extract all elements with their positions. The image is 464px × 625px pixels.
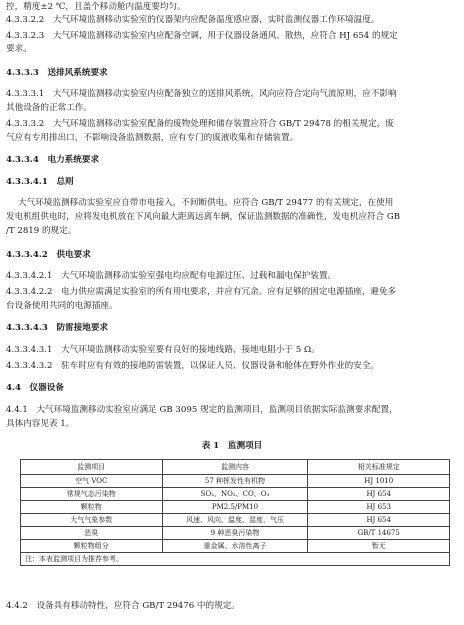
table-row xyxy=(21,488,450,501)
table-cell: 风速、风向、温度、湿度、气压 xyxy=(162,514,308,527)
text-line: 要求。 xyxy=(6,44,32,54)
table-cell: HJ 653 xyxy=(308,501,450,514)
column-header: 相关标准规定 xyxy=(308,460,450,475)
text-line: 4.4.1 大气环境监测移动实验室应满足 GB 3095 规定的监测项目，监测项目依据实际监测要求配置， xyxy=(6,405,398,415)
text-line: 发电机组供电时，应将发电机放在下风向最大距离远离车辆，保证监测数据的准确性，发电机应符合 GB xyxy=(6,212,401,222)
table-cell: 暂无 xyxy=(308,540,450,553)
table-note-row xyxy=(21,553,450,566)
text-line: 其他设备的正常工作。 xyxy=(6,103,92,113)
text-line: 台设备使用共同的电源插座。 xyxy=(6,301,118,311)
text-line: 4.3.3.4.2.1 大气环境监测移动实验室强电均应配有电源过压、过载和漏电保护装置。 xyxy=(6,271,337,281)
text-line: /T 2819 的规定。 xyxy=(6,226,77,236)
table-row xyxy=(21,540,450,553)
table-cell: GB/T 14675 xyxy=(308,527,450,540)
section-heading: 4.3.3.3 送排风系统要求 xyxy=(6,68,108,78)
section-heading: 4.3.3.4.1 总则 xyxy=(6,177,74,187)
text-line: 4.3.3.4.2.2 电力供应需满足实验室的所有用电要求，并应有冗余。应有足够的固定电源插座，避免多 xyxy=(6,287,397,297)
column-header: 监测项目 xyxy=(21,460,163,475)
table-cell: HJ 654 xyxy=(308,488,450,501)
table-header-row xyxy=(21,460,450,475)
table-cell: 颗粒物 xyxy=(21,501,163,514)
table-row xyxy=(21,501,450,514)
text-line: 具体内容见表 1。 xyxy=(6,419,75,429)
table-row xyxy=(21,475,450,488)
text-line: 4.3.3.2.3 大气环境监测移动实验室内应配备空调，用于仪器设备通风、散热，应符合 HJ 654 的规定 xyxy=(6,31,398,41)
monitoring-items-table xyxy=(20,459,450,566)
table-cell: 重金属、水溶性离子 xyxy=(162,540,308,553)
table-cell: HJ 1010 xyxy=(308,475,450,488)
table-cell: 空气 VOC xyxy=(21,475,163,488)
table-cell: 大气气象参数 xyxy=(21,514,163,527)
text-line: 4.3.3.4.3.1 大气环境监测移动实验室要有良好的接地线路，接地电阻小于 5 Ω。 xyxy=(6,345,320,355)
table-cell: 恶臭 xyxy=(21,527,163,540)
section-heading: 4.4 仪器设备 xyxy=(6,383,64,393)
table-cell: HJ 654 xyxy=(308,514,450,527)
text-line: 4.3.3.4.3.2 驻车时应有有效的接地防雷装置，以保证人员、仪器设备和舱体在野外作业的安全。 xyxy=(6,361,380,371)
table-cell: PM2.5/PM10 xyxy=(162,501,308,514)
section-heading: 4.3.3.4.3 防雷接地要求 xyxy=(6,323,109,333)
text-line: 4.3.3.2.2 大气环境监测移动实验室的仪器架内应配备温度感应器，实时监测仪器工作环境温度。 xyxy=(6,15,380,25)
text-line: 气应有专用排出口，不影响设备监测数据，应有专门的废液收集和存储装置。 xyxy=(6,133,299,143)
text-line: 4.3.3.3.2 大气环境监测移动实验室配备的废物处理和储存装置应符合 GB/T 29478 的相关规定，废 xyxy=(6,119,394,129)
table-row xyxy=(21,514,450,527)
column-header: 监测内容 xyxy=(162,460,308,475)
table-note: 注：本表监测项目为推荐参考。 xyxy=(21,553,450,566)
table-cell: 颗粒物组分 xyxy=(21,540,163,553)
text-line: 4.4.2 设备具有移动特性，应符合 GB/T 29476 中的规定。 xyxy=(6,601,240,611)
section-heading: 4.3.3.4 电力系统要求 xyxy=(6,155,100,165)
table-cell: 常规气态污染物 xyxy=(21,488,163,501)
table-cell: 9 种恶臭污染物 xyxy=(162,527,308,540)
text-line: 控，精度±2 ℃，且盖个移动舱内温度要均匀。 xyxy=(6,2,186,12)
table-caption: 表 1 监测项目 xyxy=(201,441,263,451)
text-line: 4.3.3.3.1 大气环境监测移动实验室内应配备独立的送排风系统，风向应符合定向气流原则，应不影响 xyxy=(6,89,397,99)
section-heading: 4.3.3.4.2 供电要求 xyxy=(6,250,91,260)
table-cell: 57 种挥发性有机物 xyxy=(162,475,308,488)
table-row xyxy=(21,527,450,540)
text-line: 大气环境监测移动实验室应自带市电接入，不间断供电。应符合 GB/T 29477 的有关规定，在使用 xyxy=(18,198,394,208)
table-cell: SO₂、NO₂、CO、O₃ xyxy=(162,488,308,501)
